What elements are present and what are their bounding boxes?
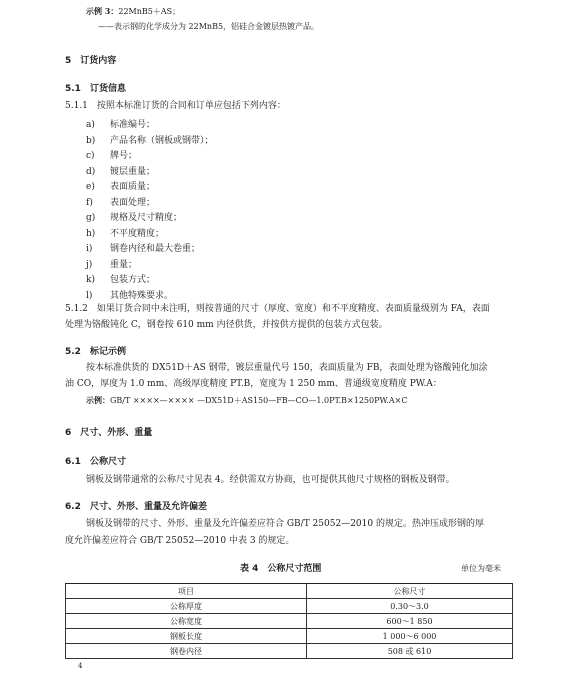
column-header: 公称尺寸: [307, 584, 513, 599]
table-cell: 钢卷内径: [66, 644, 307, 659]
item-label: f): [86, 197, 93, 208]
example-3: [86, 6, 180, 17]
example-3-text: 22MnB5＋AS；: [118, 7, 181, 16]
list-item: [86, 164, 214, 180]
section-5-heading: 5 订货内容: [65, 56, 117, 66]
item-label: d): [86, 166, 96, 177]
table-4-unit: 单位为毫米: [461, 564, 501, 573]
item-text: 表面质量；: [110, 182, 156, 192]
list-item: [86, 272, 214, 288]
table-row: [66, 644, 513, 659]
table-4: [65, 583, 513, 659]
list-item: [86, 210, 214, 226]
item-text: 不平度精度；: [110, 228, 165, 239]
table-cell: 508 或 610: [307, 644, 513, 659]
item-label: i): [86, 244, 93, 254]
example-3-label: 示例 3：: [86, 6, 119, 16]
table-row: [66, 599, 513, 614]
item-text: 规格及尺寸精度；: [110, 213, 183, 223]
item-label: c): [86, 151, 95, 161]
item-text: 钢卷内径和最大卷重；: [110, 244, 201, 254]
item-label: h): [86, 228, 96, 239]
marking-example-line2: 油 CO，厚度为 1.0 mm、高级厚度精度 PT.B，宽度为 1 250 mm、普通级宽度精度 PW.A：: [65, 379, 442, 389]
item-label: j): [86, 259, 93, 270]
page-number: 4: [78, 662, 83, 670]
table-cell: 0.30～3.0: [307, 599, 513, 614]
clause-5-1-1: 5.1.1 按照本标准订货的合同和订单应包括下列内容：: [65, 101, 286, 111]
item-text: 其他特殊要求。: [110, 290, 174, 301]
item-text: 表面处理；: [110, 197, 156, 208]
list-item: [86, 241, 214, 257]
table-cell: 1 000～6 000: [307, 629, 513, 644]
list-item: [86, 117, 214, 133]
table-cell: 公称宽度: [66, 614, 307, 629]
clause-6-1-text: 钢板及钢带通常的公称尺寸见表 4。经供需双方协商，也可提供其他尺寸规格的钢板及钢带。: [86, 475, 455, 485]
item-text: 重量；: [110, 259, 138, 270]
table-cell: 钢板长度: [66, 629, 307, 644]
marking-example-code: [86, 395, 407, 406]
item-label: l): [86, 290, 93, 301]
list-item: [86, 179, 214, 195]
table-cell: 600～1 850: [307, 614, 513, 629]
item-label: b): [86, 135, 96, 146]
section-6-heading: 6 尺寸、外形、重量: [65, 428, 153, 438]
item-text: 镀层重量；: [110, 166, 156, 177]
clause-5-1-2-line2: 处理为铬酸钝化 C，钢卷按 610 mm 内径供货，并按供方提供的包装方式包装。: [65, 320, 388, 330]
item-text: 包装方式；: [110, 275, 156, 285]
list-item: [86, 195, 214, 211]
table-4-caption: 表 4 公称尺寸范围: [240, 564, 322, 574]
column-header: 项目: [66, 584, 307, 599]
example-label: 示例：: [86, 395, 110, 405]
item-label: g): [86, 213, 96, 223]
table-header-row: [66, 584, 513, 599]
table-row: [66, 629, 513, 644]
item-text: 标准编号；: [110, 120, 156, 130]
section-5-2-heading: 5.2 标记示例: [65, 347, 126, 357]
example-3-explanation: ——表示钢的化学成分为 22MnB5，铝硅合金镀层热镀产品。: [98, 22, 320, 31]
table-row: [66, 614, 513, 629]
clause-5-1-2-line1: 5.1.2 如果订货合同中未注明，则按普通的尺寸（厚度、宽度）和不平度精度、表面质量级别为 FA，表面: [65, 304, 490, 314]
clause-6-2-line1: 钢板及钢带的尺寸、外形、重量及允许偏差应符合 GB/T 25052—2010 的规定。热冲压成形钢的厚: [86, 519, 484, 529]
item-label: k): [86, 275, 95, 285]
section-6-2-heading: 6.2 尺寸、外形、重量及允许偏差: [65, 502, 207, 512]
clause-6-2-line2: 度允许偏差应符合 GB/T 25052—2010 中表 3 的规定。: [65, 536, 295, 546]
list-item: [86, 148, 214, 164]
list-item: [86, 257, 214, 273]
section-6-1-heading: 6.1 公称尺寸: [65, 457, 126, 467]
example-code-text: GB/T ××××—×××× —DX51D＋AS150—FB—CO—1.0PT.B×1250PW.A×C: [110, 396, 408, 405]
item-label: a): [86, 120, 95, 130]
order-items-list: [86, 117, 214, 303]
list-item: [86, 226, 214, 242]
item-text: 牌号；: [110, 151, 138, 161]
item-label: e): [86, 182, 95, 192]
table-cell: 公称厚度: [66, 599, 307, 614]
section-5-1-heading: 5.1 订货信息: [65, 84, 126, 94]
list-item: [86, 288, 214, 304]
marking-example-line1: 按本标准供货的 DX51D＋AS 钢带，镀层重量代号 150，表面质量为 FB，表面处理为铬酸钝化加涂: [86, 363, 488, 373]
list-item: [86, 133, 214, 149]
item-text: 产品名称（钢板或钢带）；: [110, 135, 214, 146]
